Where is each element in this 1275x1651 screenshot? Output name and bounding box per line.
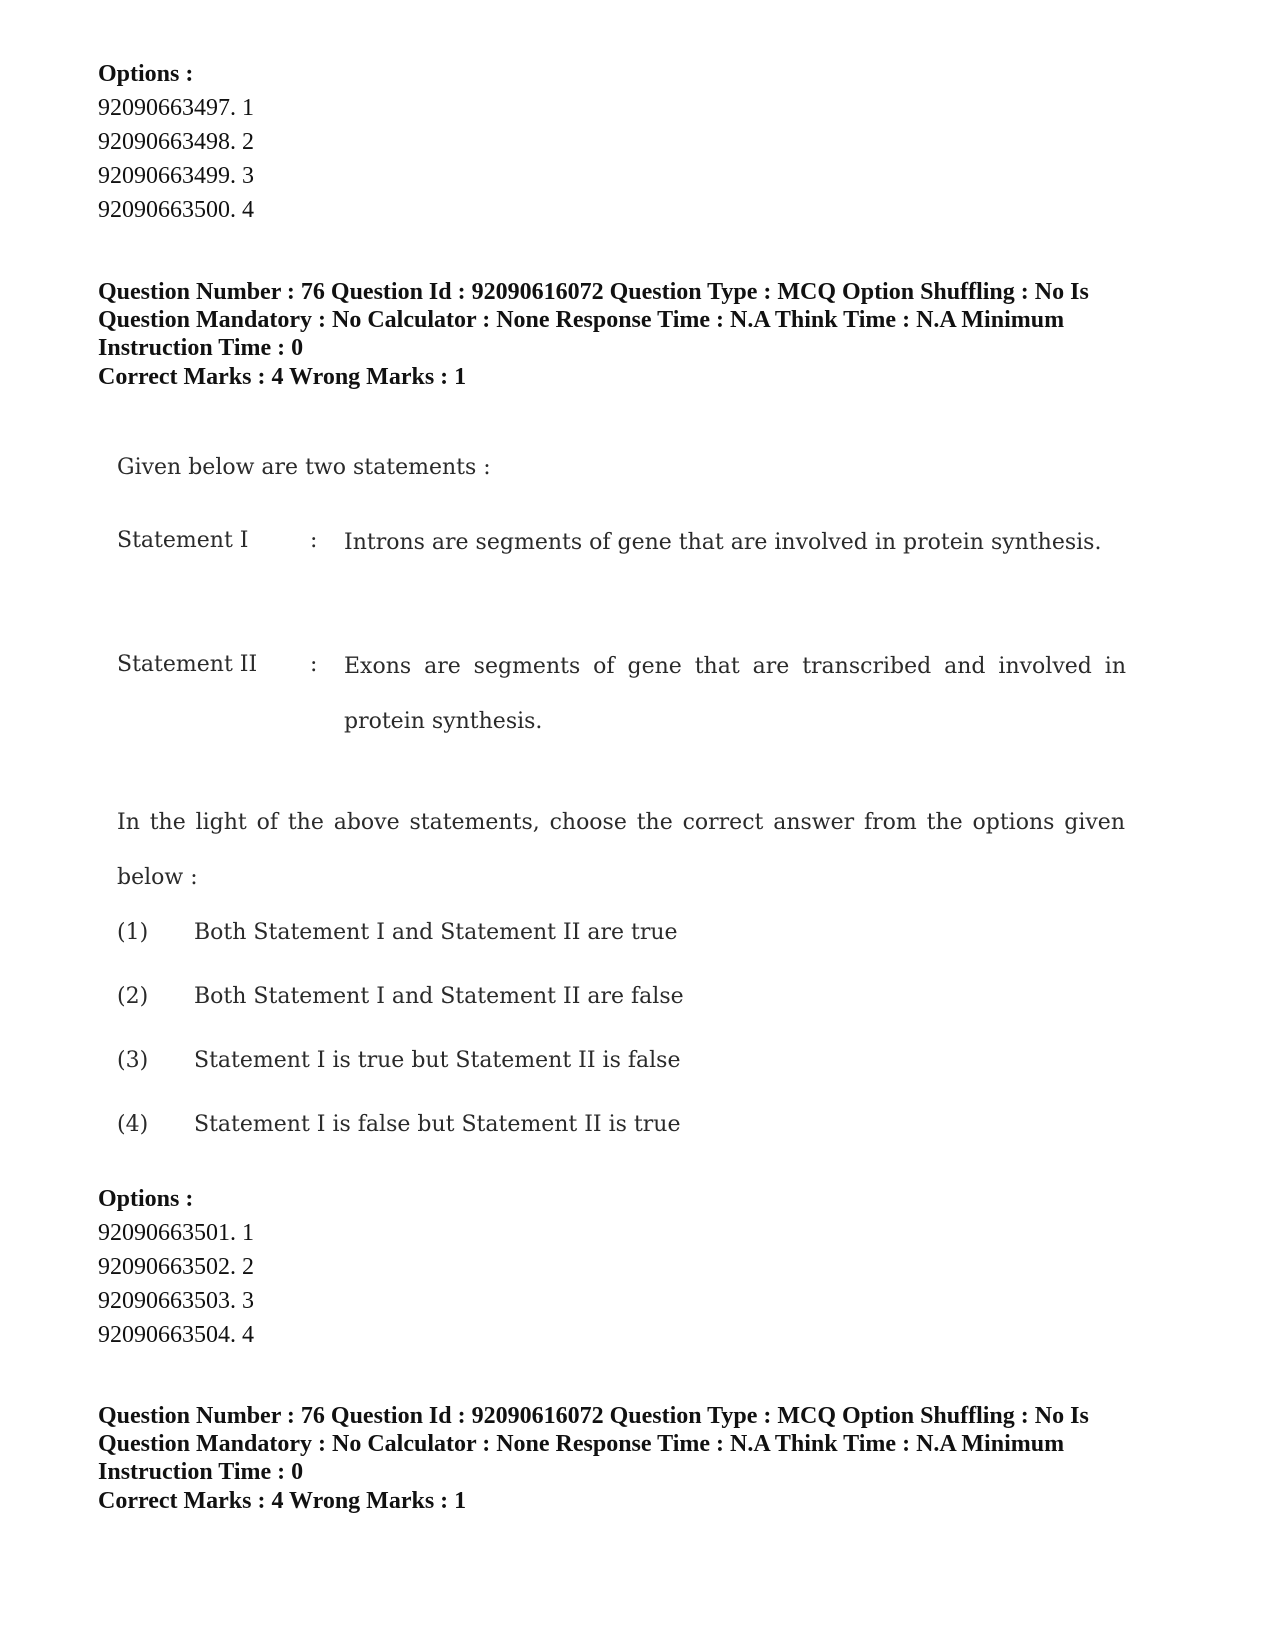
- choice-number: (2): [117, 984, 149, 1009]
- options-block-bottom: [98, 1182, 1178, 1352]
- option-item: 92090663500. 4: [98, 197, 254, 223]
- statement-colon: :: [310, 528, 318, 553]
- question-meta-line: Instruction Time : 0: [98, 335, 304, 361]
- option-item: 92090663503. 3: [98, 1288, 254, 1314]
- option-item: 92090663504. 4: [98, 1322, 254, 1348]
- choice-text: Statement I is true but Statement II is false: [194, 1048, 681, 1073]
- option-item: 92090663499. 3: [98, 163, 254, 189]
- options-block-top: [98, 57, 1178, 227]
- question-meta: [98, 1402, 1178, 1516]
- options-heading: Options :: [98, 1186, 194, 1212]
- choice-number: (1): [117, 920, 149, 945]
- question-meta-line: Instruction Time : 0: [98, 1459, 304, 1485]
- statement-label: Statement I: [117, 528, 249, 553]
- options-heading: Options :: [98, 61, 194, 87]
- question-meta-line: Question Number : 76 Question Id : 92090616072 Question Type : MCQ Option Shuffling : No Is: [98, 279, 1089, 305]
- question-intro: Given below are two statements :: [117, 455, 491, 480]
- choice-text: Statement I is false but Statement II is true: [194, 1112, 681, 1137]
- choice-number: (3): [117, 1048, 149, 1073]
- statement-label: Statement II: [117, 652, 258, 677]
- question-meta-line: Question Number : 76 Question Id : 92090616072 Question Type : MCQ Option Shuffling : No Is: [98, 1403, 1089, 1429]
- choice-text: Both Statement I and Statement II are false: [194, 984, 684, 1009]
- option-item: 92090663498. 2: [98, 129, 254, 155]
- question-marks: Correct Marks : 4 Wrong Marks : 1: [98, 1488, 467, 1514]
- question-meta-line: Question Mandatory : No Calculator : None Response Time : N.A Think Time : N.A Minimum: [98, 307, 1065, 333]
- choice-text: Both Statement I and Statement II are true: [194, 920, 678, 945]
- statement-text: Exons are segments of gene that are transcribed and involved in protein synthesis.: [344, 654, 1126, 734]
- question-meta: [98, 278, 1178, 392]
- option-item: 92090663502. 2: [98, 1254, 254, 1280]
- question-prompt: In the light of the above statements, choose the correct answer from the options given below :: [117, 810, 1125, 890]
- statement-colon: :: [310, 652, 318, 677]
- option-item: 92090663497. 1: [98, 95, 254, 121]
- option-item: 92090663501. 1: [98, 1220, 254, 1246]
- question-meta-line: Question Mandatory : No Calculator : None Response Time : N.A Think Time : N.A Minimum: [98, 1431, 1065, 1457]
- choice-number: (4): [117, 1112, 149, 1137]
- question-image: [98, 440, 1148, 1160]
- statement-text: Introns are segments of gene that are involved in protein synthesis.: [344, 530, 1102, 555]
- question-marks: Correct Marks : 4 Wrong Marks : 1: [98, 364, 467, 390]
